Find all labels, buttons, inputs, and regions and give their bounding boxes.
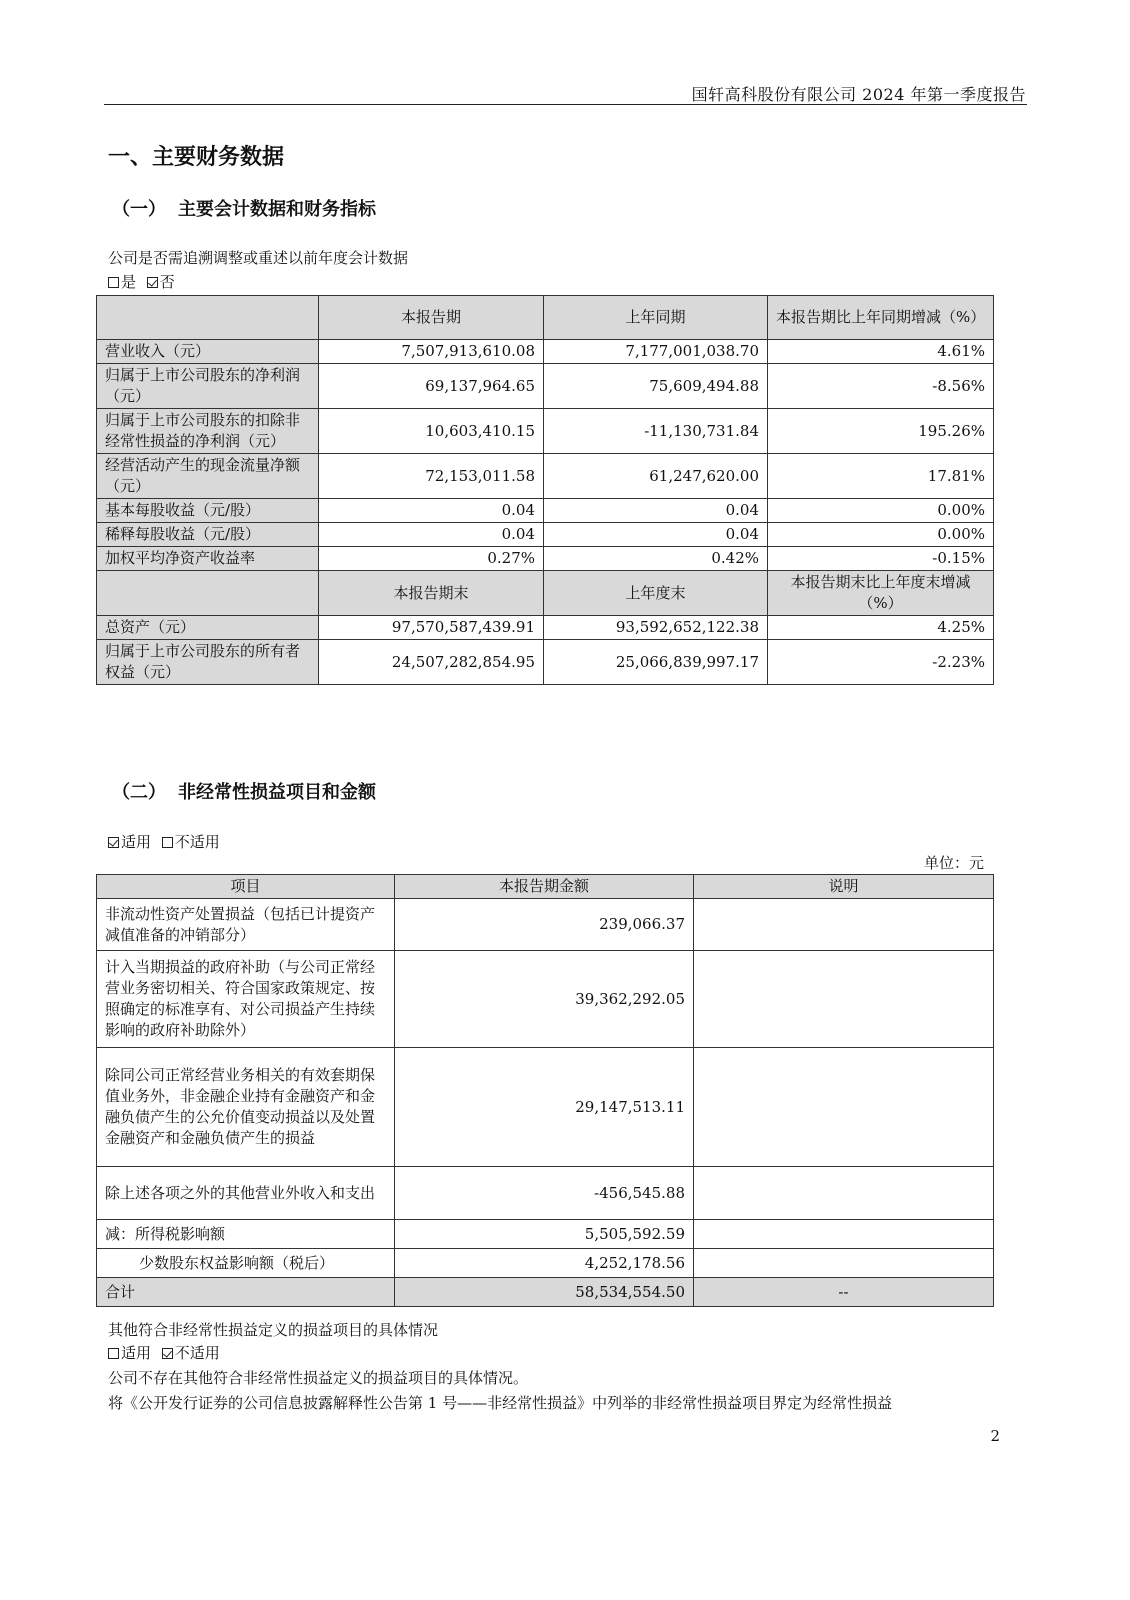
cell-value: 0.04 [544, 523, 768, 547]
cell-value: 7,507,913,610.08 [319, 340, 544, 364]
cell-amount: 4,252,178.56 [395, 1249, 694, 1278]
unit-label: 单位：元 [923, 854, 984, 872]
header-cell: 上年同期 [544, 296, 768, 340]
cell-value: -8.56% [768, 364, 994, 409]
option-no [147, 270, 175, 294]
table-row [97, 499, 994, 523]
table-row [97, 640, 994, 685]
cell-note [694, 1249, 994, 1278]
row-label: 归属于上市公司股东的所有者权益（元） [97, 640, 319, 685]
table-header-row [97, 296, 994, 340]
financial-indicators-table [96, 295, 994, 685]
checkbox-unchecked-icon [108, 277, 119, 288]
cell-value: 0.00% [768, 523, 994, 547]
row-label: 计入当期损益的政府补助（与公司正常经营业务密切相关、符合国家政策规定、按照确定的标准享有、对公司损益产生持续影响的政府补助除外） [97, 951, 395, 1048]
row-label: 合计 [97, 1278, 395, 1307]
subsection-title-1 [112, 195, 376, 221]
table-header-row-2 [97, 571, 994, 616]
cell-value: -11,130,731.84 [544, 409, 768, 454]
option-apply-label: 适用 [121, 1344, 152, 1362]
cell-value: 69,137,964.65 [319, 364, 544, 409]
applicability-options [108, 830, 226, 854]
header-cell-blank [97, 296, 319, 340]
table-row [97, 899, 994, 951]
cell-value: 97,570,587,439.91 [319, 616, 544, 640]
option-not-apply-label: 不适用 [174, 833, 220, 851]
cell-value: 7,177,001,038.70 [544, 340, 768, 364]
header-cell: 本报告期比上年同期增减（%） [768, 296, 994, 340]
cell-value: 195.26% [768, 409, 994, 454]
cell-value: 0.04 [319, 499, 544, 523]
cell-value: 0.27% [319, 547, 544, 571]
option-yes-label: 是 [121, 273, 137, 291]
cell-value: 72,153,011.58 [319, 454, 544, 499]
table-row [97, 547, 994, 571]
option-apply-label: 适用 [121, 833, 152, 851]
cell-note [694, 1048, 994, 1167]
option-yes [108, 270, 136, 294]
checkbox-unchecked-icon [162, 837, 173, 848]
option-apply [108, 830, 151, 854]
header-cell: 说明 [694, 875, 994, 899]
table-row [97, 1048, 994, 1167]
table-row [97, 1167, 994, 1220]
row-label: 经营活动产生的现金流量净额（元） [97, 454, 319, 499]
row-label: 归属于上市公司股东的扣除非经常性损益的净利润（元） [97, 409, 319, 454]
cell-value: 93,592,652,122.38 [544, 616, 768, 640]
header-cell-blank [97, 571, 319, 616]
table-row [97, 616, 994, 640]
subsection-title-1-text: 主要会计数据和财务指标 [178, 199, 376, 220]
option-not-apply [162, 1341, 220, 1365]
subsection-number-2: （二） [112, 782, 166, 803]
other-items-heading: 其他符合非经常性损益定义的损益项目的具体情况 [108, 1321, 439, 1339]
cell-value: 0.42% [544, 547, 768, 571]
header-rule [104, 104, 1027, 105]
header-cell: 上年度末 [544, 571, 768, 616]
page-header: 国轩高科股份有限公司 2024 年第一季度报告 [691, 85, 1026, 104]
checkbox-checked-icon [108, 837, 119, 848]
option-not-apply-label: 不适用 [174, 1344, 220, 1362]
page-number: 2 [990, 1427, 1000, 1445]
table-row [97, 1249, 994, 1278]
header-cell: 本报告期金额 [395, 875, 694, 899]
table-row [97, 523, 994, 547]
row-label: 除上述各项之外的其他营业外收入和支出 [97, 1167, 395, 1220]
cell-note [694, 951, 994, 1048]
cell-value: 10,603,410.15 [319, 409, 544, 454]
row-label: 总资产（元） [97, 616, 319, 640]
cell-amount: -456,545.88 [395, 1167, 694, 1220]
cell-value: 75,609,494.88 [544, 364, 768, 409]
cell-value: 4.61% [768, 340, 994, 364]
cell-value: 25,066,839,997.17 [544, 640, 768, 685]
row-label: 稀释每股收益（元/股） [97, 523, 319, 547]
cell-amount: 5,505,592.59 [395, 1220, 694, 1249]
other-items-options [108, 1341, 226, 1365]
option-apply [108, 1341, 151, 1365]
cell-note [694, 1167, 994, 1220]
other-items-statement: 公司不存在其他符合非经常性损益定义的损益项目的具体情况。 [108, 1369, 529, 1387]
header-cell: 本报告期 [319, 296, 544, 340]
non-recurring-items-table [96, 874, 994, 1307]
row-label: 非流动性资产处置损益（包括已计提资产减值准备的冲销部分） [97, 899, 395, 951]
cell-value: -0.15% [768, 547, 994, 571]
row-label: 归属于上市公司股东的净利润（元） [97, 364, 319, 409]
table-row [97, 364, 994, 409]
restate-question: 公司是否需追溯调整或重述以前年度会计数据 [108, 249, 409, 267]
subsection-number-1: （一） [112, 199, 166, 220]
cell-value: 17.81% [768, 454, 994, 499]
row-label: 加权平均净资产收益率 [97, 547, 319, 571]
cell-amount: 239,066.37 [395, 899, 694, 951]
row-label: 少数股东权益影响额（税后） [97, 1249, 395, 1278]
checkbox-checked-icon [162, 1348, 173, 1359]
restate-options [108, 270, 181, 294]
cell-value: 4.25% [768, 616, 994, 640]
cell-note [694, 1220, 994, 1249]
table-row [97, 454, 994, 499]
cell-value: 0.04 [544, 499, 768, 523]
cell-value: 0.04 [319, 523, 544, 547]
table-header-row [97, 875, 994, 899]
row-label: 除同公司正常经营业务相关的有效套期保值业务外，非金融企业持有金融资产和金融负债产生的公允价值变动损益以及处置金融资产和金融负债产生的损益 [97, 1048, 395, 1167]
row-label: 减：所得税影响额 [97, 1220, 395, 1249]
cell-amount: 58,534,554.50 [395, 1278, 694, 1307]
table-row-total [97, 1278, 994, 1307]
cell-value: -2.23% [768, 640, 994, 685]
option-not-apply [162, 830, 220, 854]
cell-amount: 29,147,513.11 [395, 1048, 694, 1167]
cell-amount: 39,362,292.05 [395, 951, 694, 1048]
option-no-label: 否 [159, 273, 175, 291]
table-row [97, 951, 994, 1048]
header-cell: 项目 [97, 875, 395, 899]
checkbox-checked-icon [147, 277, 158, 288]
table-row [97, 409, 994, 454]
row-label: 营业收入（元） [97, 340, 319, 364]
checkbox-unchecked-icon [108, 1348, 119, 1359]
table-row [97, 340, 994, 364]
cell-note [694, 899, 994, 951]
cell-value: 61,247,620.00 [544, 454, 768, 499]
cell-note: -- [694, 1278, 994, 1307]
row-label: 基本每股收益（元/股） [97, 499, 319, 523]
header-cell: 本报告期末比上年度末增减（%） [768, 571, 994, 616]
cell-value: 0.00% [768, 499, 994, 523]
subsection-title-2 [112, 778, 376, 804]
header-cell: 本报告期末 [319, 571, 544, 616]
reclassification-statement: 将《公开发行证券的公司信息披露解释性公告第 1 号——非经常性损益》中列举的非经常性损益项目界定为经常性损益 [108, 1394, 893, 1412]
section-title: 一、主要财务数据 [108, 145, 285, 170]
cell-value: 24,507,282,854.95 [319, 640, 544, 685]
subsection-title-2-text: 非经常性损益项目和金额 [178, 782, 376, 803]
table-row [97, 1220, 994, 1249]
